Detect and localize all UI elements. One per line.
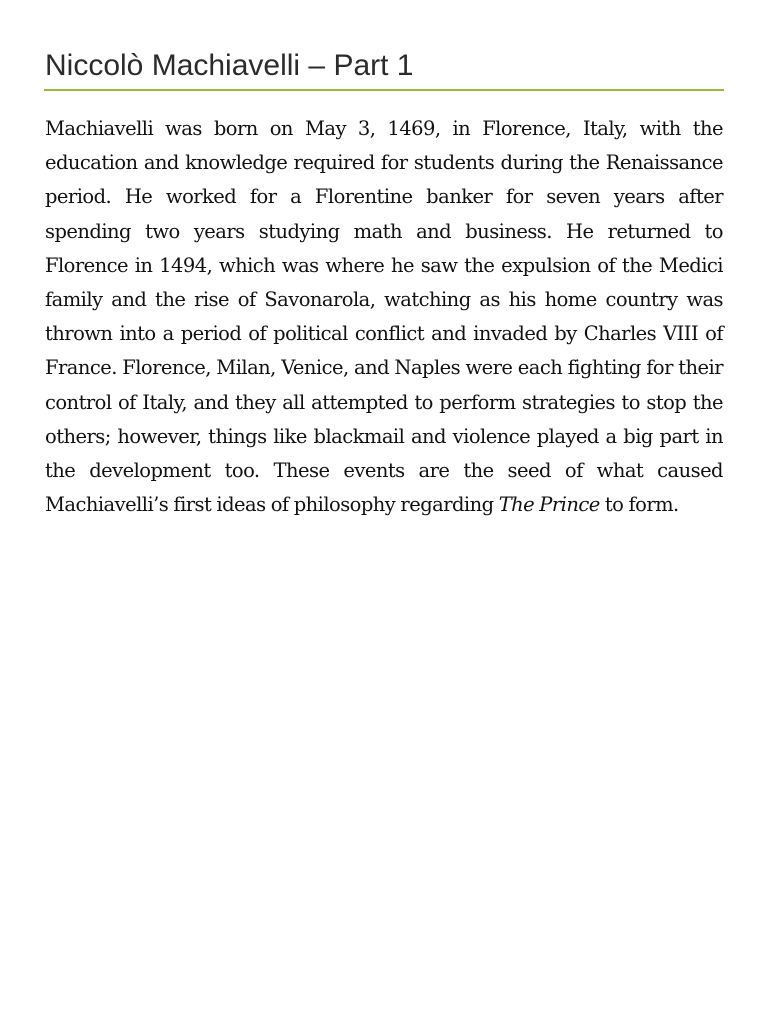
body-paragraph: [45, 112, 723, 522]
book-title-italic: The Prince: [498, 493, 600, 517]
page-title: Niccolò Machiavelli – Part 1: [45, 49, 414, 82]
title-underline-rule: [44, 89, 724, 91]
paragraph-text-after: to form.: [599, 493, 679, 517]
paragraph-text-before: Machiavelli was born on May 3, 1469, in Florence, Italy, with the education and knowledge required for students during the Renaissance period. He worked for a Florentine banker for seven years after spending two years studying math and business. He returned to Florence in 1494, which was where he saw the expulsion of the Medici family and the rise of Savonarola, watching as his home country was thrown into a period of political conflict and invaded by Charles VIII of France. Florence, Milan, Venice, and Naples were each fighting for their control of Italy, and they all attempted to perform strategies to stop the others; however, things like blackmail and violence played a big part in the development too. These events are the seed of what caused Machiavelli’s first ideas of philosophy regarding: [45, 117, 723, 517]
